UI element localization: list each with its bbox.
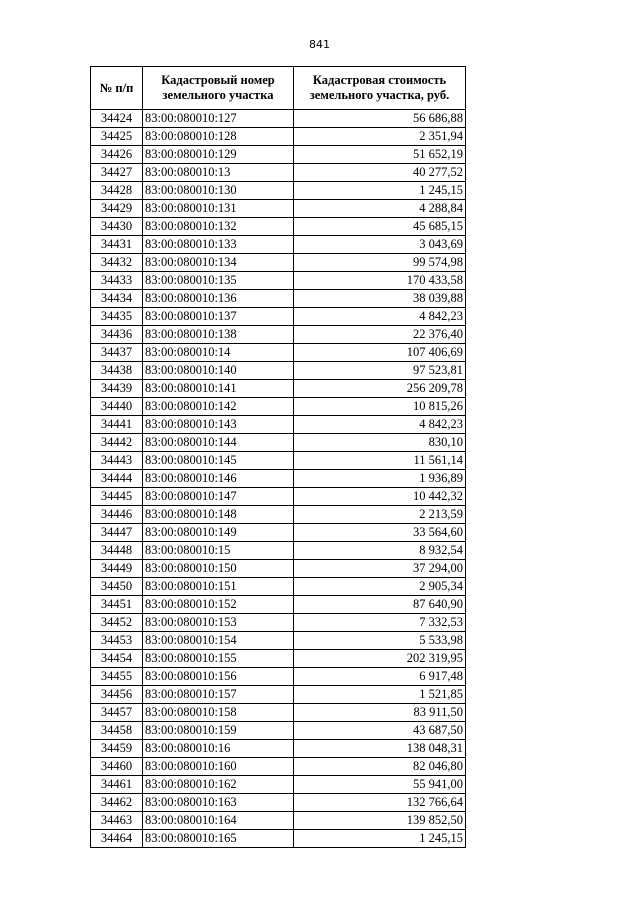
row-number-cell: 34461 (91, 776, 143, 794)
cadastral-value-cell: 10 815,26 (294, 398, 466, 416)
row-number-cell: 34439 (91, 380, 143, 398)
table-header (91, 67, 466, 110)
row-number-cell: 34441 (91, 416, 143, 434)
cadastral-value-cell: 2 213,59 (294, 506, 466, 524)
cadastral-number-cell: 83:00:080010:162 (143, 776, 294, 794)
cadastral-value-cell: 1 245,15 (294, 182, 466, 200)
cadastral-value-cell: 138 048,31 (294, 740, 466, 758)
row-number-cell: 34457 (91, 704, 143, 722)
cadastral-number-cell: 83:00:080010:132 (143, 218, 294, 236)
row-number-cell: 34428 (91, 182, 143, 200)
table-row (91, 434, 466, 452)
table-row (91, 380, 466, 398)
row-number-cell: 34458 (91, 722, 143, 740)
cadastral-number-cell: 83:00:080010:158 (143, 704, 294, 722)
table-row (91, 272, 466, 290)
cadastral-value-cell: 6 917,48 (294, 668, 466, 686)
cadastral-value-cell: 56 686,88 (294, 110, 466, 128)
row-number-cell: 34430 (91, 218, 143, 236)
cadastral-value-cell: 37 294,00 (294, 560, 466, 578)
row-number-cell: 34456 (91, 686, 143, 704)
row-number-cell: 34452 (91, 614, 143, 632)
cadastral-value-cell: 38 039,88 (294, 290, 466, 308)
row-number-cell: 34459 (91, 740, 143, 758)
row-number-cell: 34442 (91, 434, 143, 452)
cadastral-number-cell: 83:00:080010:150 (143, 560, 294, 578)
cadastral-value-cell: 51 652,19 (294, 146, 466, 164)
cadastral-value-cell: 97 523,81 (294, 362, 466, 380)
row-number-cell: 34429 (91, 200, 143, 218)
cadastral-number-cell: 83:00:080010:143 (143, 416, 294, 434)
cadastral-number-cell: 83:00:080010:154 (143, 632, 294, 650)
table-row (91, 416, 466, 434)
table-row (91, 146, 466, 164)
cadastral-value-cell: 33 564,60 (294, 524, 466, 542)
table-row (91, 722, 466, 740)
table-row (91, 236, 466, 254)
table-row (91, 128, 466, 146)
table-row (91, 182, 466, 200)
cadastral-number-cell: 83:00:080010:133 (143, 236, 294, 254)
row-number-cell: 34426 (91, 146, 143, 164)
cadastral-value-cell: 45 685,15 (294, 218, 466, 236)
cadastral-value-cell: 43 687,50 (294, 722, 466, 740)
cadastral-value-cell: 256 209,78 (294, 380, 466, 398)
cadastral-number-cell: 83:00:080010:14 (143, 344, 294, 362)
cadastral-number-cell: 83:00:080010:129 (143, 146, 294, 164)
cadastral-number-cell: 83:00:080010:149 (143, 524, 294, 542)
row-number-cell: 34462 (91, 794, 143, 812)
table-row (91, 794, 466, 812)
cadastral-value-cell: 82 046,80 (294, 758, 466, 776)
table-row (91, 344, 466, 362)
table-row (91, 524, 466, 542)
table-row (91, 506, 466, 524)
table-row (91, 308, 466, 326)
page-number: 841 (309, 38, 330, 51)
cadastral-value-cell: 139 852,50 (294, 812, 466, 830)
cadastral-number-cell: 83:00:080010:140 (143, 362, 294, 380)
table-row (91, 362, 466, 380)
cadastral-number-cell: 83:00:080010:141 (143, 380, 294, 398)
table-row (91, 326, 466, 344)
cadastral-value-cell: 202 319,95 (294, 650, 466, 668)
table-row (91, 668, 466, 686)
table-row (91, 200, 466, 218)
cadastral-value-cell: 22 376,40 (294, 326, 466, 344)
table-row (91, 452, 466, 470)
cadastral-number-cell: 83:00:080010:127 (143, 110, 294, 128)
cadastral-number-cell: 83:00:080010:152 (143, 596, 294, 614)
cadastral-value-cell: 830,10 (294, 434, 466, 452)
cadastral-number-cell: 83:00:080010:13 (143, 164, 294, 182)
cadastral-value-cell: 107 406,69 (294, 344, 466, 362)
row-number-cell: 34447 (91, 524, 143, 542)
table-row (91, 470, 466, 488)
cadastral-number-cell: 83:00:080010:131 (143, 200, 294, 218)
cadastral-number-cell: 83:00:080010:128 (143, 128, 294, 146)
table-row (91, 542, 466, 560)
row-number-cell: 34440 (91, 398, 143, 416)
row-number-cell: 34443 (91, 452, 143, 470)
cadastral-value-cell: 83 911,50 (294, 704, 466, 722)
row-number-cell: 34460 (91, 758, 143, 776)
cadastral-number-cell: 83:00:080010:130 (143, 182, 294, 200)
table-row (91, 290, 466, 308)
cadastral-number-cell: 83:00:080010:144 (143, 434, 294, 452)
cadastral-number-cell: 83:00:080010:15 (143, 542, 294, 560)
cadastral-value-cell: 87 640,90 (294, 596, 466, 614)
row-number-cell: 34450 (91, 578, 143, 596)
table-body (91, 110, 466, 848)
row-number-cell: 34451 (91, 596, 143, 614)
cadastral-number-cell: 83:00:080010:135 (143, 272, 294, 290)
row-number-cell: 34455 (91, 668, 143, 686)
row-number-cell: 34425 (91, 128, 143, 146)
row-number-cell: 34444 (91, 470, 143, 488)
table-row (91, 398, 466, 416)
cadastral-number-cell: 83:00:080010:157 (143, 686, 294, 704)
table-row (91, 218, 466, 236)
cadastral-number-cell: 83:00:080010:137 (143, 308, 294, 326)
cadastral-value-cell: 4 288,84 (294, 200, 466, 218)
header-row (91, 67, 466, 110)
table-row (91, 254, 466, 272)
row-number-cell: 34454 (91, 650, 143, 668)
cadastral-value-cell: 1 521,85 (294, 686, 466, 704)
row-number-cell: 34437 (91, 344, 143, 362)
table-row (91, 632, 466, 650)
cadastral-number-cell: 83:00:080010:159 (143, 722, 294, 740)
cadastral-value-cell: 10 442,32 (294, 488, 466, 506)
row-number-cell: 34445 (91, 488, 143, 506)
table-row (91, 830, 466, 848)
cadastral-value-cell: 4 842,23 (294, 416, 466, 434)
cadastral-number-cell: 83:00:080010:146 (143, 470, 294, 488)
cadastral-number-cell: 83:00:080010:138 (143, 326, 294, 344)
row-number-cell: 34435 (91, 308, 143, 326)
cadastral-number-cell: 83:00:080010:16 (143, 740, 294, 758)
row-number-cell: 34463 (91, 812, 143, 830)
table-row (91, 758, 466, 776)
table-row (91, 110, 466, 128)
cadastral-number-cell: 83:00:080010:155 (143, 650, 294, 668)
cadastral-value-cell: 4 842,23 (294, 308, 466, 326)
column-header-cadastral-number: Кадастровый номер земельного участка (143, 67, 294, 110)
cadastral-value-cell: 2 351,94 (294, 128, 466, 146)
row-number-cell: 34433 (91, 272, 143, 290)
table-row (91, 686, 466, 704)
row-number-cell: 34436 (91, 326, 143, 344)
cadastral-number-cell: 83:00:080010:134 (143, 254, 294, 272)
column-header-number: № п/п (91, 67, 143, 110)
cadastral-number-cell: 83:00:080010:163 (143, 794, 294, 812)
cadastral-value-cell: 132 766,64 (294, 794, 466, 812)
cadastral-value-cell: 1 245,15 (294, 830, 466, 848)
cadastral-number-cell: 83:00:080010:136 (143, 290, 294, 308)
table-row (91, 596, 466, 614)
row-number-cell: 34427 (91, 164, 143, 182)
cadastral-number-cell: 83:00:080010:148 (143, 506, 294, 524)
cadastral-value-cell: 5 533,98 (294, 632, 466, 650)
table-row (91, 164, 466, 182)
cadastral-value-cell: 170 433,58 (294, 272, 466, 290)
cadastral-number-cell: 83:00:080010:156 (143, 668, 294, 686)
table-row (91, 614, 466, 632)
row-number-cell: 34453 (91, 632, 143, 650)
column-header-cadastral-value: Кадастровая стоимость земельного участка, руб. (294, 67, 466, 110)
row-number-cell: 34448 (91, 542, 143, 560)
cadastral-value-cell: 8 932,54 (294, 542, 466, 560)
cadastral-value-cell: 2 905,34 (294, 578, 466, 596)
row-number-cell: 34431 (91, 236, 143, 254)
row-number-cell: 34438 (91, 362, 143, 380)
cadastral-value-cell: 3 043,69 (294, 236, 466, 254)
row-number-cell: 34434 (91, 290, 143, 308)
table-row (91, 812, 466, 830)
cadastral-number-cell: 83:00:080010:147 (143, 488, 294, 506)
cadastral-value-cell: 55 941,00 (294, 776, 466, 794)
cadastral-number-cell: 83:00:080010:153 (143, 614, 294, 632)
row-number-cell: 34432 (91, 254, 143, 272)
cadastral-number-cell: 83:00:080010:165 (143, 830, 294, 848)
cadastral-value-cell: 1 936,89 (294, 470, 466, 488)
cadastral-number-cell: 83:00:080010:142 (143, 398, 294, 416)
table-row (91, 650, 466, 668)
table-row (91, 776, 466, 794)
cadastral-value-cell: 7 332,53 (294, 614, 466, 632)
row-number-cell: 34449 (91, 560, 143, 578)
cadastral-number-cell: 83:00:080010:151 (143, 578, 294, 596)
table-row (91, 578, 466, 596)
cadastral-value-cell: 99 574,98 (294, 254, 466, 272)
cadastral-value-table (90, 66, 466, 848)
table-row (91, 740, 466, 758)
cadastral-number-cell: 83:00:080010:160 (143, 758, 294, 776)
table-row (91, 560, 466, 578)
table-row (91, 488, 466, 506)
row-number-cell: 34464 (91, 830, 143, 848)
row-number-cell: 34446 (91, 506, 143, 524)
row-number-cell: 34424 (91, 110, 143, 128)
table-row (91, 704, 466, 722)
cadastral-value-cell: 11 561,14 (294, 452, 466, 470)
cadastral-value-cell: 40 277,52 (294, 164, 466, 182)
cadastral-number-cell: 83:00:080010:145 (143, 452, 294, 470)
cadastral-number-cell: 83:00:080010:164 (143, 812, 294, 830)
